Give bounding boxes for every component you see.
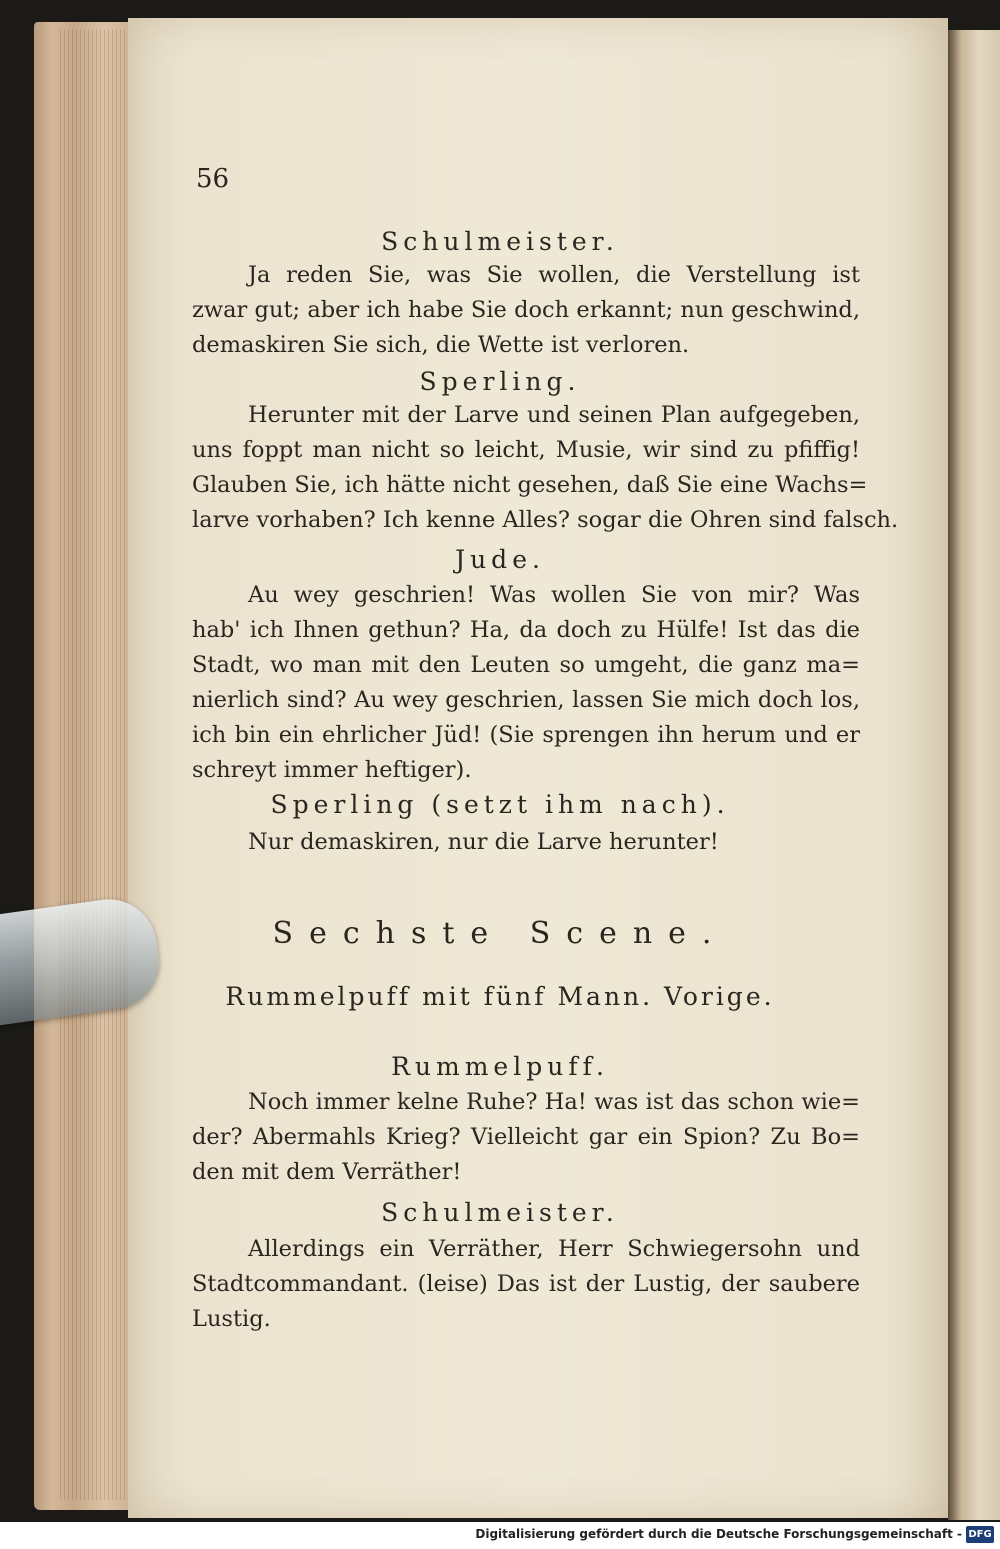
- text-line: der? Abermahls Krieg? Vielleicht gar ein Spion? Zu Bo=: [192, 1124, 860, 1150]
- text-line: Noch immer kelne Ruhe? Ha! was ist das schon wie=: [248, 1089, 860, 1115]
- speaker-name: Schulmeister.: [381, 1198, 619, 1227]
- text-line: den mit dem Verräther!: [192, 1159, 462, 1185]
- footer-bar: [0, 1522, 1000, 1549]
- text-line: Stadt, wo man mit den Leuten so umgeht, die ganz ma=: [192, 652, 860, 678]
- text-line: uns foppt man nicht so leicht, Musie, wir sind zu pfiffig!: [192, 437, 860, 463]
- speaker-name: Sperling (setzt ihm nach).: [270, 790, 730, 819]
- paragraph: [192, 258, 860, 363]
- text-line: Lustig.: [192, 1306, 271, 1332]
- speaker-name: Sperling.: [419, 367, 581, 396]
- text-line: Allerdings ein Verräther, Herr Schwiegersohn und: [248, 1236, 860, 1262]
- page-number: 56: [196, 164, 230, 194]
- dfg-logo: DFG: [966, 1526, 994, 1543]
- cast-list: Rummelpuff mit fünf Mann. Vorige.: [225, 982, 775, 1011]
- paragraph: [192, 398, 899, 538]
- funding-credit: Digitalisierung gefördert durch die Deutsche Forschungsgemeinschaft -: [475, 1527, 962, 1541]
- text-line: zwar gut; aber ich habe Sie doch erkannt; nun geschwind,: [192, 297, 860, 323]
- paragraph: [192, 825, 860, 860]
- text-line: demaskiren Sie sich, die Wette ist verloren.: [192, 332, 690, 358]
- paragraph: [192, 578, 860, 788]
- text-line: Au wey geschrien! Was wollen Sie von mir? Was: [248, 582, 860, 608]
- text-line: Ja reden Sie, was Sie wollen, die Verstellung ist: [248, 262, 860, 288]
- paragraph: [192, 1232, 860, 1337]
- text-line: Herunter mit der Larve und seinen Plan aufgegeben,: [248, 402, 860, 428]
- speaker-name: Rummelpuff.: [391, 1052, 609, 1081]
- speaker-name: Jude.: [455, 545, 545, 574]
- text-line: larve vorhaben? Ich kenne Alles? sogar die Ohren sind falsch.: [192, 507, 899, 533]
- text-line: schreyt immer heftiger).: [192, 757, 472, 783]
- paragraph: [192, 1085, 860, 1190]
- scene-heading: Sechste Scene.: [272, 916, 728, 951]
- text-line: Nur demaskiren, nur die Larve herunter!: [248, 829, 719, 855]
- text-line: hab' ich Ihnen gethun? Ha, da doch zu Hülfe! Ist das die: [192, 617, 860, 643]
- text-line: Stadtcommandant. (leise) Das ist der Lustig, der saubere: [192, 1271, 860, 1297]
- text-line: ich bin ein ehrlicher Jüd! (Sie sprengen ihn herum und er: [192, 722, 860, 748]
- text-line: nierlich sind? Au wey geschrien, lassen Sie mich doch los,: [192, 687, 860, 713]
- speaker-name: Schulmeister.: [381, 227, 619, 256]
- text-line: Glauben Sie, ich hätte nicht gesehen, daß Sie eine Wachs=: [192, 472, 868, 498]
